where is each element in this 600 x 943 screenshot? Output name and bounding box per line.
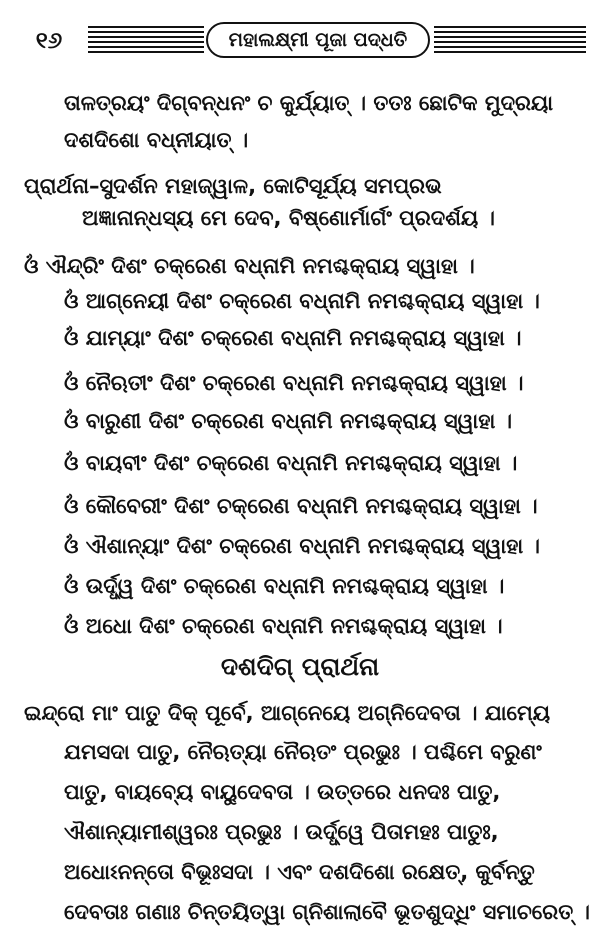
text-line: ଓଁ ବାରୁଣୀ ଦିଶଂ ଚକ୍ରେଣ ବଧ୍ନାମି ନମଶ୍ଚକ୍ରାୟ ସ୍ୱାହା । <box>64 409 513 433</box>
text-line: ଓଁ ଆଗ୍ନେୟୀ ଦିଶଂ ଚକ୍ରେଣ ବଧ୍ନାମି ନମଶ୍ଚକ୍ରାୟ ସ୍ୱାହା । <box>64 289 540 313</box>
text-line: ଅଜ୍ଞାନାନ୍ଧସ୍ୟ ମେ ଦେବ, ବିଷ୍ଣୋର୍ମାର୍ଗଂ ପ୍ରଦର୍ଶୟ । <box>82 206 495 230</box>
running-title: ମହାଲକ୍ଷ୍ମୀ ପୂଜା ପଦ୍ଧତି <box>206 22 430 58</box>
page-number: ୧୬ <box>35 28 63 54</box>
text-line: ଓଁ ଉର୍ଦ୍ଧ୍ୱ ଦିଶଂ ଚକ୍ରେଣ ବଧ୍ନାମି ନମଶ୍ଚକ୍ରାୟ ସ୍ୱାହା । <box>64 574 505 598</box>
text-line: ଓଁ ଅଧୋ ଦିଶଂ ଚକ୍ରେଣ ବଧ୍ନାମି ନମଶ୍ଚକ୍ରାୟ ସ୍ୱାହା । <box>64 614 503 638</box>
section-heading: ଦଶଦିଗ୍ ପ୍ରାର୍ଥନା <box>220 652 380 681</box>
text-line: ଓଁ ନୈଋତୀଂ ଦିଶଂ ଚକ୍ରେଣ ବଧ୍ନାମି ନମଶ୍ଚକ୍ରାୟ ସ୍ୱାହା । <box>64 371 524 395</box>
text-line: ଓଁ ବାୟବୀଂ ଦିଶଂ ଚକ୍ରେଣ ବଧ୍ନାମି ନମଶ୍ଚକ୍ରାୟ ସ୍ୱାହା । <box>64 451 518 475</box>
page-header <box>14 22 588 62</box>
prayer-line: ଐଶାନ୍ୟାମୀଶ୍ୱରଃ ପ୍ରଭୁଃ । ଉର୍ଦ୍ଧ୍ୱେ ପିତାମହଃ ପାତୁଃ, <box>64 820 499 844</box>
prayer-line: ଇନ୍ଦ୍ରୋ ମାଂ ପାତୁ ଦିକ୍ ପୂର୍ବେ, ଆଗ୍ନେୟେ ଅଗ୍ନିଦେବତା । ଯାମ୍ୟେ <box>24 701 551 725</box>
prayer-line: ଯମସଦା ପାତୁ, ନୈଋତ୍ୟା ନୈଋତଂ ପ୍ରଭୁଃ । ପଶ୍ଚିମେ ବରୁଣଂ <box>64 740 542 764</box>
text-line: ଓଁ ଯାମ୍ୟାଂ ଦିଶଂ ଚକ୍ରେଣ ବଧ୍ନାମି ନମଶ୍ଚକ୍ରାୟ ସ୍ୱାହା । <box>64 326 522 350</box>
text-line: ଓଁ ଐନ୍ଦ୍ରିଂ ଦିଶଂ ଚକ୍ରେଣ ବଧ୍ନାମି ନମଶ୍ଚକ୍ରାୟ ସ୍ୱାହା । <box>24 254 475 278</box>
text-line: ଓଁ କୌବେରୀଂ ଦିଶଂ ଚକ୍ରେଣ ବଧ୍ନାମି ନମଶ୍ଚକ୍ରାୟ ସ୍ୱାହା । <box>64 494 538 518</box>
prayer-line: ଅଧୋଽନନ୍ତୋ ବିଭୂଃସଦା । ଏବଂ ଦଶଦିଶୋ ରକ୍ଷେତ୍, କୁର୍ବନ୍ତୁ <box>64 860 535 884</box>
text-line: ପ୍ରାର୍ଥନା–ସୁଦର୍ଶନ ମହାଜ୍ୱାଳ, କୋଟିସୂର୍ଯ୍ୟ ସମପ୍ରଭ <box>24 174 442 198</box>
header-rule-left <box>88 26 204 56</box>
prayer-line: ପାତୁ, ବାୟବ୍ୟେ ବାୟୁଦେବତା । ଉତ୍ତରେ ଧନଦଃ ପାତୁ, <box>64 780 501 804</box>
text-line: ଓଁ ଐଶାନ୍ୟାଂ ଦିଶଂ ଚକ୍ରେଣ ବଧ୍ନାମି ନମଶ୍ଚକ୍ରାୟ ସ୍ୱାହା । <box>64 534 540 558</box>
header-rule-right <box>434 26 586 56</box>
text-line: ତାଳତ୍ରୟଂ ଦିଗ୍‌ବନ୍ଧନଂ ଚ କୁର୍ଯ୍ୟାତ୍ । ତତଃ ଛୋଟିକ ମୁଦ୍ରୟା <box>64 91 554 115</box>
text-line: ଦଶଦିଶୋ ବଧ୍ନୀୟାତ୍ । <box>64 128 249 152</box>
prayer-line: ଦେବତାଃ ଗଣାଃ ଚିନ୍ତୟିତ୍ୱା ଗ୍ନିଶାଲାବୈ ଭୂତଶୁଦ୍ଧିଂ ସମାଚରେତ୍ । <box>64 900 590 924</box>
